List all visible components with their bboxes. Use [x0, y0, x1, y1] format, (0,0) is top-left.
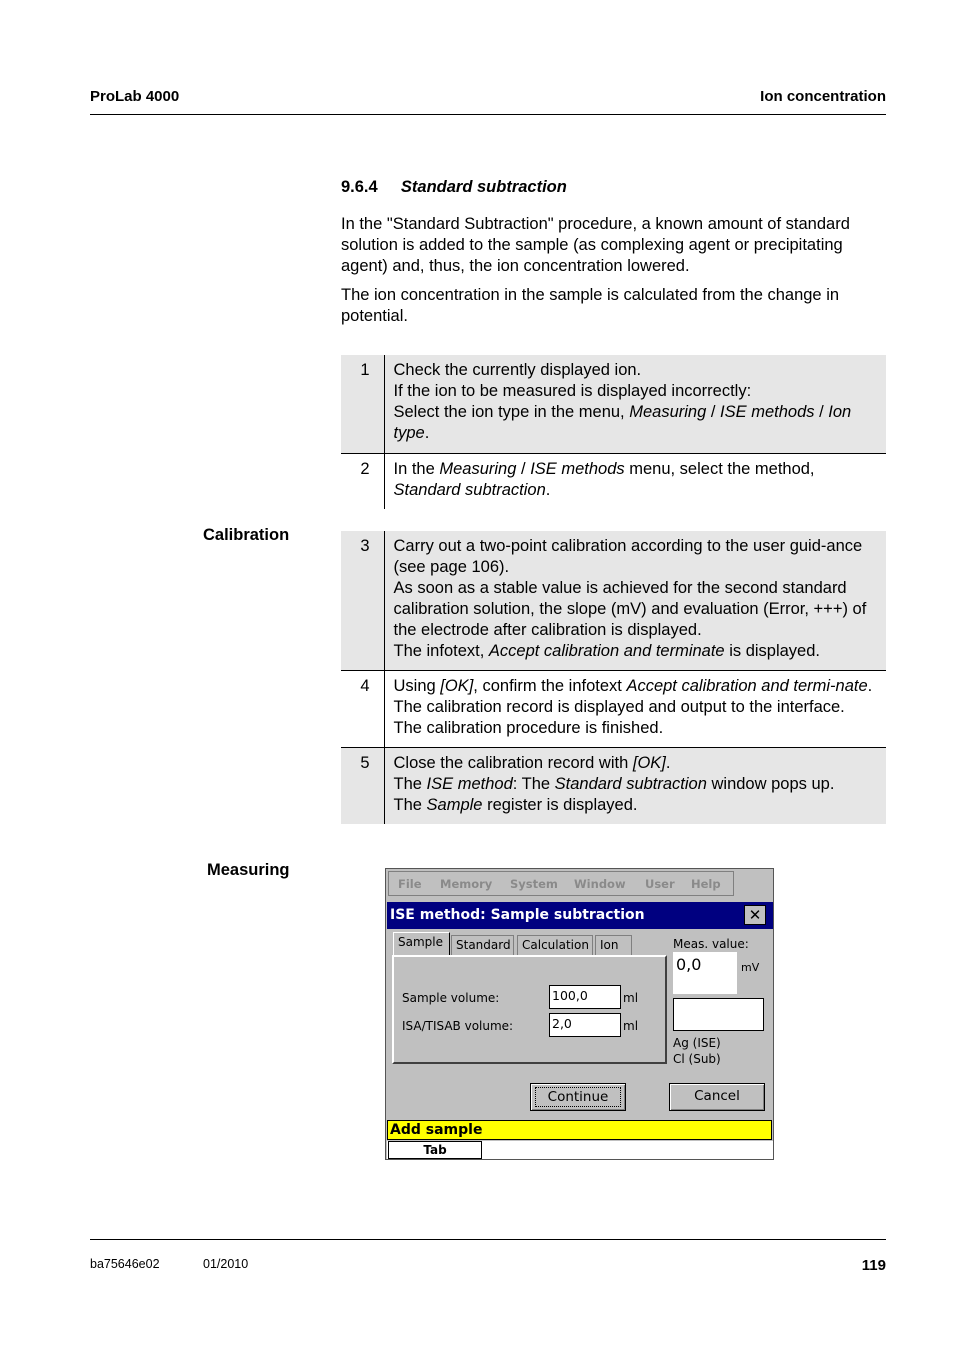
step-row	[341, 531, 886, 671]
bottom-bar	[387, 1141, 773, 1159]
menu-help[interactable]: Help	[691, 877, 721, 891]
step-text: Check the currently displayed ion. If the ion to be measured is displayed incorrectly: Select the ion type in the menu, Measuring / ISE methods / Ion type.	[384, 355, 886, 454]
device-screenshot	[385, 868, 774, 1160]
sample-volume-unit: ml	[623, 991, 639, 1005]
footer-date: 01/2010	[203, 1257, 249, 1271]
step-number: 4	[341, 671, 384, 748]
section-number: 9.6.4	[341, 178, 378, 196]
status-bar: Add sample	[387, 1120, 772, 1140]
step-row	[341, 671, 886, 748]
footer-doc-id: ba75646e02	[90, 1257, 160, 1271]
header-rule	[90, 114, 886, 115]
section-title	[341, 178, 567, 197]
tab-calculation[interactable]: Calculation	[517, 935, 593, 955]
step-text: Using [OK], confirm the infotext Accept calibration and termi-nate. The calibration record is displayed and output to the interface. The calibration procedure is finished.	[384, 671, 886, 748]
tab-ion[interactable]: Ion	[595, 935, 632, 955]
section-heading: Standard subtraction	[400, 178, 567, 196]
meas-value-label: Meas. value:	[673, 937, 749, 951]
steps-table-setup	[341, 355, 886, 509]
close-icon[interactable]: ✕	[744, 905, 766, 925]
step-row	[341, 454, 886, 510]
step-number: 1	[341, 355, 384, 454]
page-number: 119	[861, 1257, 886, 1274]
dialog-title: ISE method: Sample subtraction	[390, 907, 645, 923]
step-row	[341, 748, 886, 825]
tab-standard[interactable]: Standard	[451, 935, 514, 955]
step-number: 2	[341, 454, 384, 510]
meas-value-unit: mV	[741, 961, 760, 974]
isa-volume-unit: ml	[623, 1019, 639, 1033]
menu-file[interactable]: File	[398, 877, 422, 891]
step-number: 3	[341, 531, 384, 671]
header-chapter: Ion concentration	[760, 88, 886, 105]
menu-window[interactable]: Window	[574, 877, 626, 891]
info-display	[673, 998, 764, 1031]
step-text: Close the calibration record with [OK]. The ISE method: The Standard subtraction window pops up. The Sample register is displayed.	[384, 748, 886, 825]
measuring-label: Measuring	[207, 861, 290, 879]
menu-user[interactable]: User	[645, 877, 675, 891]
isa-volume-label: ISA/TISAB volume:	[402, 1019, 514, 1033]
ion-line-2: Cl (Sub)	[673, 1052, 721, 1066]
intro-paragraph-2: The ion concentration in the sample is calculated from the change in potential.	[341, 286, 840, 325]
ion-line-1: Ag (ISE)	[673, 1036, 721, 1050]
step-text: Carry out a two-point calibration according to the user guid-ance (see page 106). As soon as a stable value is achieved for the second standard calibration solution, the slope (mV) and evaluation (Error, +++) of the electrode after calibration is displayed. The infotext, Accept calibration and terminate is displayed.	[384, 531, 886, 671]
step-text: In the Measuring / ISE methods menu, select the method, Standard subtraction.	[384, 454, 886, 510]
step-number: 5	[341, 748, 384, 825]
sample-volume-input[interactable]: 100,0	[549, 985, 621, 1009]
step-row	[341, 355, 886, 454]
footer-rule	[90, 1239, 886, 1240]
menu-memory[interactable]: Memory	[440, 877, 493, 891]
sample-volume-label: Sample volume:	[402, 991, 500, 1005]
steps-table-calibration	[341, 531, 886, 824]
calibration-label: Calibration	[203, 526, 290, 544]
tab-button[interactable]: Tab	[388, 1141, 482, 1159]
tab-sample[interactable]: Sample	[393, 932, 450, 956]
cancel-button[interactable]: Cancel	[669, 1083, 765, 1111]
dialog-titlebar	[387, 902, 773, 929]
header-product: ProLab 4000	[90, 88, 180, 105]
isa-volume-input[interactable]: 2,0	[549, 1013, 621, 1037]
sample-tab-panel	[392, 955, 667, 1064]
continue-button[interactable]: Continue	[530, 1083, 626, 1111]
menu-bar	[388, 871, 734, 896]
meas-value-display: 0,0	[673, 952, 737, 994]
menu-system[interactable]: System	[510, 877, 558, 891]
intro-paragraph-1: In the "Standard Subtraction" procedure, a known amount of standard solution is added to the sample (as complexing agent or precipitating agent) and, thus, the ion concentration lowered.	[341, 215, 850, 275]
